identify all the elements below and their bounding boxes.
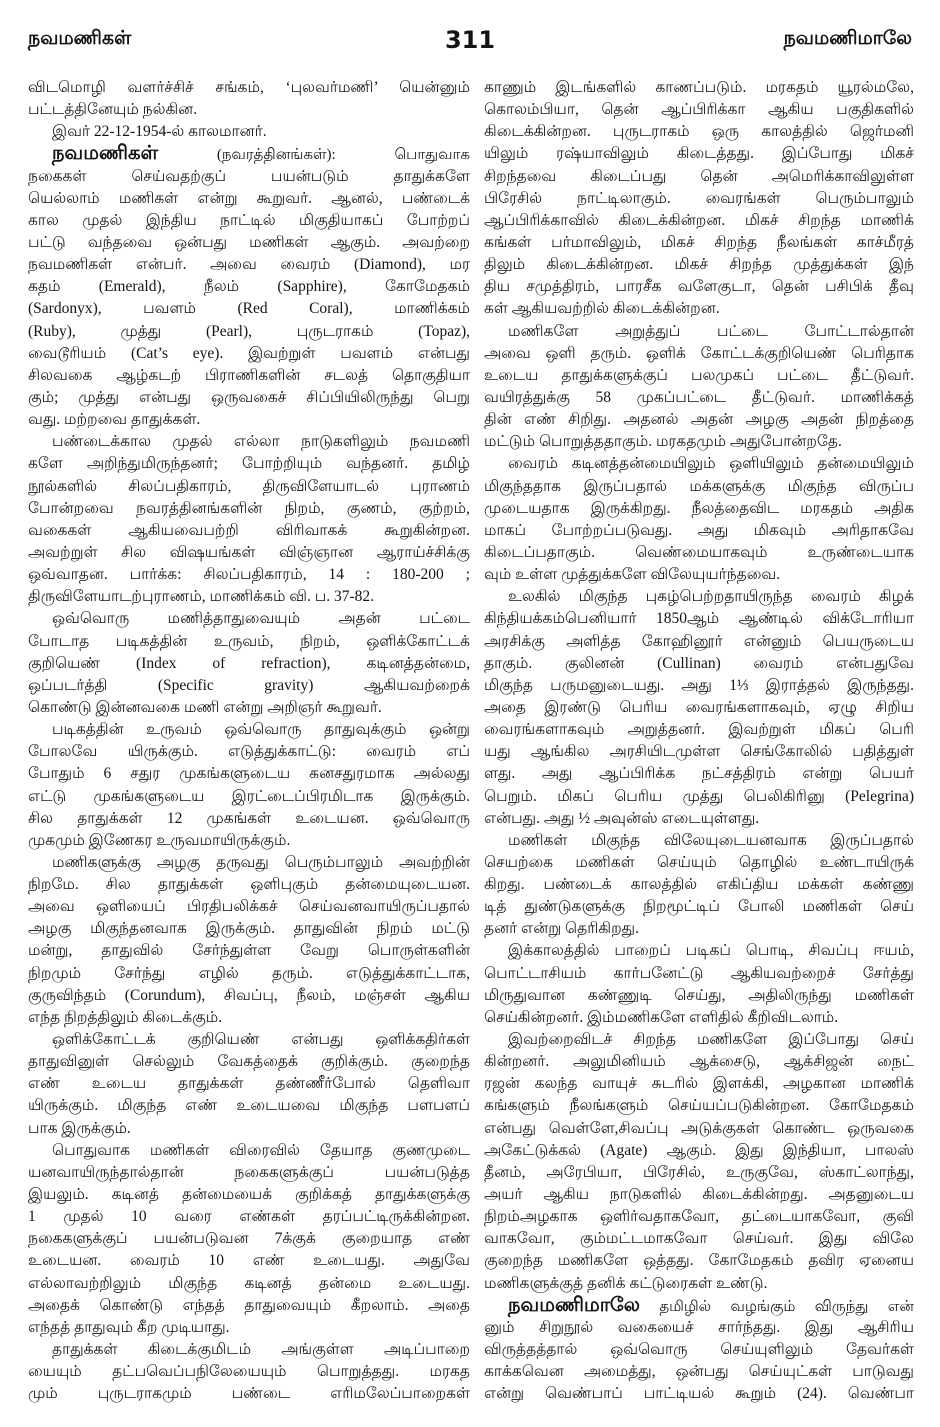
text-line [484, 786, 914, 808]
text-line [484, 77, 914, 99]
text-line [484, 254, 914, 276]
text-line [484, 343, 914, 365]
paragraph [28, 608, 470, 719]
line-text: யிலும் ரஷ்யாவிலும் கிடைத்தது. இப்போது மிகச் [484, 145, 914, 163]
line-text: தீனம், அரேபியா, பிரேசில், உருகுவே, ஸ்காட்லாந்து, [484, 1163, 914, 1181]
line-text: போடாத படிகத்தின் உருவம், நிறம், ஒளிக்கோட்டக் [28, 632, 470, 650]
text-line [28, 1162, 470, 1184]
line-text: மாகப் போற்றப்படுவது. அது மிகவும் அரிதாகவே [484, 521, 914, 539]
text-line [484, 166, 914, 188]
text-line [484, 498, 914, 520]
text-line [28, 409, 470, 431]
line-text: னும் சிறுநூல் வகையைச் சார்ந்தது. இது ஆசிரிய [484, 1318, 914, 1336]
text-line [28, 188, 470, 210]
text-line [28, 1118, 470, 1140]
line-text: ஒவ்வாதன. பார்க்க: சிலப்பதிகாரம், 14 : 180-200 ; [28, 566, 470, 584]
text-line [484, 121, 914, 143]
line-text: எந்தத் தாதுவும் கீற முடியாது. [28, 1318, 230, 1336]
text-line [484, 719, 914, 741]
text-line [484, 1250, 914, 1272]
line-text: யிருக்கும். மிகுந்த எண் உடையவை மிகுந்த பளபளப் [28, 1097, 470, 1115]
text-line [484, 1361, 914, 1383]
text-line [28, 232, 470, 254]
line-text: நகைகளுக்குப் பயன்படுவன 7க்குக் குறையாத எண் [28, 1230, 470, 1248]
text-line [484, 1228, 914, 1250]
line-text: என்று வெண்பாப் பாட்டியல் கூறும் (24). வெண்பா [484, 1385, 914, 1403]
line-text: மணிகளுக்கு அழகு தருவது பெரும்பாலும் அவற்றின் [52, 853, 470, 871]
line-text: மிகுந்ததாக இருப்பதால் மக்களுக்கு மிகுந்த விருப்ப [484, 477, 914, 495]
text-line [28, 1206, 470, 1228]
text-line [28, 741, 470, 763]
text-line [28, 763, 470, 785]
line-text: இயலும். கடினத் தன்மையைக் குறிக்கத் தாதுக்களுக்கு [28, 1186, 470, 1204]
line-text: மும் புருடராகமும் பண்டை எரிமலேப்பாறைகள் [28, 1385, 470, 1403]
text-line [484, 232, 914, 254]
line-text: இக்காலத்தில் பாறைப் படிகப் பொடி, சிவப்பு ஈயம், [508, 942, 914, 960]
text-line [28, 1140, 470, 1162]
line-text: ஒளிக்கோட்டக் குறியெண் என்பது ஒளிக்கதிர்கள் [52, 1031, 470, 1049]
line-text: முடையதாக இருக்கிறது. நீலத்தைவிட மரகதம் அதிக [484, 499, 914, 517]
line-text: போதும் 6 சதுர முகங்களுடைய கனசதுரமாக அல்லது [28, 765, 470, 783]
text-line [484, 453, 914, 475]
text-line [28, 365, 470, 387]
text-line [28, 321, 470, 343]
line-text: ஆப்பிரிக்காவில் கிடைக்கின்றன. மிகச் சிறந்த மாணிக் [484, 211, 914, 229]
text-line [484, 896, 914, 918]
text-line [28, 77, 470, 99]
text-line [28, 1317, 470, 1339]
paragraph [28, 121, 470, 143]
text-line [28, 631, 470, 653]
text-line [484, 1317, 914, 1339]
line-text: மன்று, தாதுவில் சேர்ந்துள்ள வேறு பொருள்களின் [28, 942, 470, 960]
line-text: அகேட்டுக்கல் (Agate) ஆகும். இது இந்தியா, பாலஸ் [484, 1141, 914, 1159]
text-line [484, 1383, 914, 1405]
line-text: யையும் தட்பவெப்பநிலேயையும் பொறுத்தது. மரகத [28, 1363, 470, 1381]
line-text: ஒப்படர்த்தி (Specific gravity) ஆகியவற்றைக் [28, 676, 470, 694]
paragraph [28, 1029, 470, 1140]
line-text: படிகத்தின் உருவம் ஒவ்வொரு தாதுவுக்கும் ஒன்று [52, 721, 470, 739]
line-text: அதை இரண்டு பெரிய வைரங்களாகவும், ஏழு சிறிய [484, 698, 914, 716]
text-line [28, 808, 470, 830]
line-text: டித் துண்டுகளுக்கு நிறமூட்டிப் போலி மணிகள் செய் [484, 898, 914, 916]
text-line [484, 631, 914, 653]
line-text: போலவே யிருக்கும். எடுத்துக்காட்டு: வைரம் எப் [28, 743, 470, 761]
text-line [28, 453, 470, 475]
line-text: முகமும் இணேகர உருவமாயிருக்கும். [28, 831, 291, 849]
line-text: நிறம்அழகாக ஒளிர்வதாகவோ, தட்டையாகவோ, குவி [484, 1208, 914, 1226]
line-text: பொதுவாக மணிகள் விரைவில் தேயாத குணமுடை [52, 1141, 470, 1159]
line-text: ஒவ்வொரு மணித்தாதுவையும் அதன் பட்டை [52, 610, 470, 628]
paragraph [484, 77, 914, 321]
line-text: குறைந்த மணிகளே ஒத்தது. கோமேதகம் தவிர ஏனைய [484, 1252, 914, 1270]
text-line [28, 1273, 470, 1295]
text-line [28, 786, 470, 808]
text-line [28, 1361, 470, 1383]
line-text: திருவிளேயாடற்புராணம், மாணிக்கம் வி. ப. 37-82. [28, 588, 375, 606]
text-line [28, 852, 470, 874]
paragraph [28, 852, 470, 1029]
text-line [28, 1250, 470, 1272]
text-line [28, 166, 470, 188]
line-text: கொண்டு இன்னவகை மணி என்று அறிஞர் கூறுவர். [28, 698, 382, 716]
line-text: விடமொழி வளர்ச்சிச் சங்கம், ‘புலவர்மணி’ யென்னும் [28, 79, 470, 96]
line-text: தாகும். குலினன் (Cullinan) வைரம் என்பதுவே [484, 654, 914, 672]
text-line [484, 741, 914, 763]
line-text: வது. மற்றவை தாதுக்கள். [28, 411, 201, 429]
paragraph [28, 1140, 470, 1339]
text-line [28, 963, 470, 985]
line-text: பிரேசில் நாட்டிலாகும். வைரங்கள் பெரும்பாலும் [484, 189, 914, 207]
line-text: உடையன. வைரம் 10 எண் உடையது. அதுவே [28, 1252, 470, 1270]
text-line [28, 476, 470, 498]
running-head-left: நவமணிகள் [28, 28, 132, 49]
line-text: யனவாயிருந்தால்தான் நகைகளுக்குப் பயன்படுத்த [28, 1163, 470, 1181]
line-text: பாக இருக்கும். [28, 1119, 131, 1137]
text-line [28, 940, 470, 962]
line-text: யெல்லாம் மணிகள் என்று கூறுவர். ஆனல், பண்டைக் [28, 189, 470, 207]
line-text: உடைய தாதுக்களுக்குப் பலமுகப் பட்டை தீட்டுவர். [484, 366, 914, 384]
text-line [484, 608, 914, 630]
line-text: யது ஆங்கில அரசியிடமுள்ள செங்கோலில் பதித்துள் [484, 743, 914, 761]
text-line [484, 1295, 914, 1317]
text-line [28, 1051, 470, 1073]
text-line [28, 1073, 470, 1095]
text-line [28, 276, 470, 298]
line-text: நகைகள் செய்வதற்குப் பயன்படும் தாதுக்களே [28, 167, 470, 185]
line-text: மட்டும் பொறுத்ததாகும். மரகதமும் அதுபோன்றதே. [484, 433, 842, 451]
text-line [28, 697, 470, 719]
text-line [484, 298, 914, 320]
text-line [484, 431, 914, 453]
text-line [28, 1095, 470, 1117]
line-text: வாகவோ, கும்மட்டமாகவோ செய்வர். இது விலே [484, 1230, 914, 1248]
text-line [484, 918, 914, 940]
line-text: வகைகள் ஆகியவைபற்றி விரிவாகக் கூறுகின்றன. [28, 521, 470, 539]
text-line [28, 210, 470, 232]
text-line [484, 365, 914, 387]
line-text: குறியெண் (Index of refraction), கடினத்தன்மை, [28, 654, 470, 672]
text-line [484, 143, 914, 165]
text-line [28, 1383, 470, 1405]
line-text: பொட்டாசியம் கார்பனேட்டு ஆகியவற்றைச் சேர்த்து [484, 964, 914, 982]
line-text: அழகு மிகுந்தனவாக இருக்கும். தாதுவின் நிறம் மட்டு [28, 920, 470, 938]
line-text: அவை ஒளியைப் பிரதிபலிக்கச் செய்வனவாயிருப்பதால் [28, 898, 470, 916]
entry-headword: நவமணிகள் [52, 143, 159, 165]
text-line [28, 1007, 470, 1029]
text-line [484, 210, 914, 232]
text-line [28, 1029, 470, 1051]
line-text: பெறும். மிகப் பெரிய முத்து பெலிகிரினு (Pelegrina) [484, 787, 914, 805]
line-text: அயர் ஆகிய நாடுகளில் கிடைக்கின்றது. அதனுடைய [484, 1186, 914, 1204]
text-line [484, 675, 914, 697]
text-line [28, 498, 470, 520]
line-text: ரஜன் கலந்த வாயுச் சுடரில் இளக்கி, அழகான மாணிக் [484, 1075, 914, 1093]
paragraph [484, 830, 914, 941]
text-line [484, 99, 914, 121]
line-text: கள் ஆகியவற்றில் கிடைக்கின்றன. [484, 300, 720, 318]
line-text: கங்கள் பர்மாவிலும், மிகச் சிறந்த நீலங்கள் காச்மீரத் [484, 233, 914, 251]
text-line [28, 1295, 470, 1317]
text-line [28, 387, 470, 409]
line-text: மணிகளுக்குத் தனிக் கட்டுரைகள் உண்டு. [484, 1274, 768, 1292]
text-line [484, 1095, 914, 1117]
line-text: சிறந்தவை கிடைப்பது தென் அமெரிக்காவிலுள்ள [484, 167, 914, 185]
line-text: மணிகளே அறுத்துப் பட்டை போட்டால்தான் [508, 322, 914, 340]
line-text: குருவிந்தம் (Corundum), சிவப்பு, நீலம், மஞ்சள் ஆகிய [28, 986, 470, 1004]
text-line [484, 1029, 914, 1051]
line-text: நிறமே. சில தாதுக்கள் ஒளிபுகும் தன்மையுடையன. [28, 876, 470, 894]
line-text: நிறமும் சேர்ந்து எழில் தரும். எடுத்துக்காட்டாக, [28, 964, 470, 982]
line-text: ளது. அது ஆப்பிரிக்க நட்சத்திரம் என்று பெயர் [484, 765, 914, 783]
text-line [28, 874, 470, 896]
text-line [28, 1228, 470, 1250]
line-text: பட்டத்தினேயும் நல்கின. [28, 101, 198, 119]
text-line [28, 719, 470, 741]
text-line [28, 675, 470, 697]
line-text: தமிழில் வழங்கும் விருந்து என் [659, 1298, 914, 1315]
text-line [28, 298, 470, 320]
text-line [484, 874, 914, 896]
line-text: விருத்தத்தால் ஒவ்வொரு செய்யுளிலும் தேவர்கள் [484, 1341, 914, 1359]
line-text: கால முதல் இந்திய நாட்டில் மிகுதியாகப் போற்றப் [28, 211, 470, 229]
line-text: நவமணிகள் என்பர். அவை வைரம் (Diamond), மர [28, 256, 470, 274]
text-line [484, 940, 914, 962]
line-text: போன்றவை நவரத்தினங்களின் நிறம், குணம், குற்றம், [28, 499, 470, 517]
text-line [484, 963, 914, 985]
line-text: கின்றனர். அலுமினியம் ஆக்சைடு, ஆக்சிஜன் நைட் [484, 1053, 914, 1071]
text-line [484, 985, 914, 1007]
text-line [484, 1140, 914, 1162]
line-text: எட்டு முகங்களுடைய இரட்டைப்பிரமிடாக இருக்கும். [28, 787, 470, 805]
text-line [28, 608, 470, 630]
line-text: எண் உடைய தாதுக்கள் தண்ணீர்போல் தெளிவா [28, 1075, 470, 1093]
text-line [484, 808, 914, 830]
line-text: உலகில் மிகுந்த புகழ்பெற்றதாயிருந்த வைரம் கிழக் [508, 588, 914, 606]
paragraph [484, 1029, 914, 1295]
text-line [484, 1051, 914, 1073]
text-line [28, 586, 470, 608]
text-line [28, 431, 470, 453]
line-text: சிலவகை ஆழ்கடற் பிராணிகளின் சடலத் தொகுதியா [28, 366, 470, 384]
line-text: தாதுவினுள் செல்லும் வேகத்தைக் குறிக்கும். குறைந்த [28, 1053, 470, 1071]
left-column [28, 77, 470, 1405]
line-text: கொலம்பியா, தென் ஆப்பிரிக்கா ஆகிய பகுதிகளில் [484, 101, 914, 119]
line-text: (Ruby), முத்து (Pearl), புருடராகம் (Topaz), [28, 322, 470, 340]
line-text: இவற்றைவிடச் சிறந்த மணிகளே இப்போது செய் [508, 1031, 914, 1049]
line-text: என்பது. அது ½ அவுன்ஸ் எடையுள்ளது. [484, 809, 760, 827]
text-line [28, 121, 470, 143]
text-line [484, 830, 914, 852]
line-text: திலும் கிடைக்கின்றன. மிகச் சிறந்த முத்துக்கள் இந் [484, 256, 914, 274]
line-text: சில தாதுக்கள் 12 முகங்கள் உடையன. ஒவ்வொரு [28, 809, 470, 827]
text-line [28, 520, 470, 542]
line-text: அதைக் கொண்டு எந்தத் தாதுவையும் கீறலாம். அதை [28, 1296, 470, 1314]
text-line [484, 276, 914, 298]
line-text: வும் உள்ள முத்துக்களே விலேயுயர்ந்தவை. [484, 566, 781, 584]
line-text: தின் எண் சிறிது. அதனல் அதன் அழகு அதன் நிறத்தை [484, 411, 914, 429]
text-line [28, 254, 470, 276]
text-line [484, 1206, 914, 1228]
line-text: வைரம் கடினத்தன்மையிலும் ஒளியிலும் தன்மையிலும் [508, 455, 914, 473]
entry-paragraph [484, 1295, 914, 1406]
text-line [484, 586, 914, 608]
line-text: மிகுந்த பருமனுடையது. அது 1⅓ இராத்தல் இருந்தது. [484, 676, 914, 694]
text-line [484, 852, 914, 874]
line-text: (Sardonyx), பவளம் (Red Coral), மாணிக்கம் [28, 300, 470, 318]
paragraph [484, 940, 914, 1029]
paragraph [28, 77, 470, 121]
text-line [484, 1118, 914, 1140]
page-number: 311 [444, 26, 496, 54]
line-text: அரசிக்கு அளித்த கோஹினூர் என்னும் பெயருடைய [484, 632, 914, 650]
text-line [28, 343, 470, 365]
text-line [28, 918, 470, 940]
line-text: கும்; முத்து என்பது ஒருவகைச் சிப்பியிலிருந்து பெறு [28, 388, 470, 406]
text-line [484, 564, 914, 586]
line-text: அவற்றுள் சில விஷயங்கள் விஞ்ஞான ஆராய்ச்சிக்கு [28, 543, 470, 561]
line-text: பட்டு வந்தவை ஒன்பது மணிகள் ஆகும். அவற்றை [28, 233, 470, 251]
entry-headword: நவமணிமாலே [508, 1294, 640, 1316]
text-line [28, 564, 470, 586]
line-text: கிடைக்கின்றன. புருடராகம் ஒரு காலத்தில் ஜெர்மனி [484, 123, 914, 141]
line-text: அவை ஒளி தரும். ஒளிக் கோட்டக்குறியெண் பெரிதாக [484, 344, 914, 362]
line-text: மணிகள் மிகுந்த விலேயுடையனவாக இருப்பதால் [508, 831, 914, 849]
line-text: 1 முதல் 10 வரை எண்கள் தரப்பட்டிருக்கின்றன. [28, 1208, 470, 1226]
text-line [484, 1007, 914, 1029]
text-line [484, 697, 914, 719]
line-text: தாதுக்கள் கிடைக்குமிடம் அங்குள்ள அடிப்பாறை [52, 1341, 470, 1359]
text-line [28, 653, 470, 675]
line-text: தனர் என்று தெரிகிறது. [484, 920, 639, 938]
text-line [484, 1184, 914, 1206]
line-text: என்பது வெள்ளே,சிவப்பு அடுக்குகள் கொண்ட ஒருவகை [484, 1119, 914, 1137]
line-text: செய்கின்றனர். இம்மணிகளே எளிதில் கீறிவிடலாம். [484, 1008, 839, 1026]
line-text: எந்த நிறத்திலும் கிடைக்கும். [28, 1008, 223, 1026]
text-line [28, 99, 470, 121]
text-line [484, 1273, 914, 1295]
line-text: காணும் இடங்களில் காணப்படும். மரகதம் யூரல்மலே, [484, 79, 914, 96]
line-text: கிடைப்பதாகும். வெண்மையாகவும் உருண்டையாக [484, 543, 914, 561]
line-text: கிறது. பண்டைக் காலத்தில் எகிப்திய மக்கள் கண்ணு [484, 876, 914, 894]
text-line [484, 520, 914, 542]
line-text: வைரங்களாகவும் அறுத்தனர். இவற்றுள் மிகப் பெரி [484, 721, 914, 739]
text-line [484, 653, 914, 675]
line-text: (நவரத்தினங்கள்): பொதுவாக [216, 147, 470, 164]
line-text: நூல்களில் சிலப்பதிகாரம், திருவிளேயாடல் புராணம் [28, 477, 470, 495]
paragraph [28, 719, 470, 852]
text-line [484, 409, 914, 431]
text-line [28, 143, 470, 165]
text-line [28, 1184, 470, 1206]
line-text: மிருதுவான கண்ணுடி செய்து, அதிலிருந்து மணிகள் [484, 986, 914, 1004]
running-head-right: நவமணிமாலே [783, 28, 912, 49]
text-line [28, 985, 470, 1007]
text-line [484, 1073, 914, 1095]
text-line [484, 188, 914, 210]
line-text: வயிரத்துக்கு 58 முகப்பட்டை தீட்டுவர். மாணிக்கத் [484, 388, 914, 406]
line-text: திய சமுத்திரம், பாரசீக வளேகுடா, தென் பசிபிக் தீவு [484, 278, 914, 296]
line-text: களே அறிந்துமிருந்தனர்; போற்றியும் வந்தனர். தமிழ் [28, 455, 470, 473]
text-line [484, 1162, 914, 1184]
line-text: காக்கவென அமைத்து, ஒன்பது செய்யுட்கள் பாடுவது [484, 1363, 914, 1381]
text-line [484, 542, 914, 564]
text-line [28, 1339, 470, 1361]
paragraph [484, 321, 914, 454]
running-head [28, 24, 912, 56]
text-line [484, 1339, 914, 1361]
line-text: செயற்கை மணிகள் செய்யும் தொழில் உண்டாயிருக் [484, 853, 914, 871]
text-line [28, 830, 470, 852]
text-line [28, 542, 470, 564]
paragraph [28, 1339, 470, 1405]
line-text: கதம் (Emerald), நீலம் (Sapphire), கோமேதகம் [28, 278, 470, 296]
text-line [28, 896, 470, 918]
line-text: கங்களும் நீலங்களும் செய்யப்படுகின்றன. கோமேதகம் [484, 1097, 914, 1115]
paragraph [484, 586, 914, 830]
text-line [484, 763, 914, 785]
right-column [484, 77, 914, 1405]
line-text: கிந்தியக்கம்பெனியார் 1850ஆம் ஆண்டில் விக்டோரியா [484, 610, 914, 628]
line-text: பண்டைக்கால முதல் எல்லா நாடுகளிலும் நவமணி [52, 433, 470, 451]
entry-paragraph [28, 143, 470, 431]
paragraph [484, 453, 914, 586]
text-line [484, 476, 914, 498]
line-text: இவர் 22-12-1954-ல் காலமானர். [52, 123, 267, 141]
paragraph [28, 431, 470, 608]
text-line [484, 387, 914, 409]
line-text: வைடூரியம் (Cat’s eye). இவற்றுள் பவளம் என்பது [28, 344, 470, 362]
text-line [484, 321, 914, 343]
line-text: எல்லாவற்றிலும் மிகுந்த கடினத் தன்மை உடையது. [28, 1274, 470, 1292]
